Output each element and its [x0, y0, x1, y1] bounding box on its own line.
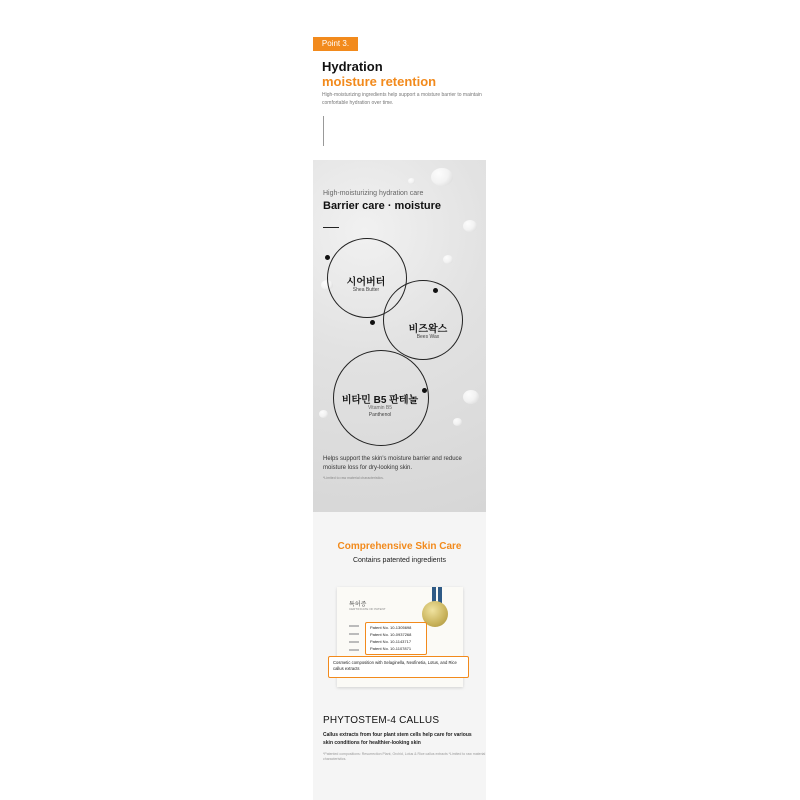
composition-box: Cosmetic composition with Selaginella, Neofinetia, Lotus, and Rice callus extracts — [328, 656, 469, 678]
ingredient-3-name-en: Vitamin B5 — [367, 405, 393, 411]
product-note: *Patented compositions: Resurrection Plant, Orchid, Lotus & Rice callus extracts *Limited to raw material characteristics. — [323, 752, 486, 761]
certificate-line — [349, 625, 359, 627]
certificate-title: 특허증 — [349, 602, 367, 608]
section-description: High-moisturizing ingredients help support a moisture barrier to maintain comfortable hydration over time. — [322, 92, 482, 106]
patent-number: Patent No. 10-1305698 — [370, 625, 412, 630]
section-title-accent: moisture retention — [322, 74, 437, 89]
comprehensive-subtitle: Contains patented ingredients — [352, 557, 446, 564]
patent-number: Patent No. 10-1107871 — [370, 646, 412, 651]
ingredient-3-name-ko: 비타민 B5 판테놀 — [341, 395, 419, 406]
water-droplet — [463, 390, 479, 404]
point-badge: Point 3. — [313, 37, 358, 51]
water-droplet — [319, 410, 328, 418]
panel-dash — [323, 227, 339, 228]
water-droplet — [463, 220, 477, 232]
certificate-line — [349, 649, 359, 651]
barrier-care-panel — [313, 160, 486, 512]
patent-number: Patent No. 10-0937268 — [370, 632, 412, 637]
patent-number-box — [365, 622, 427, 655]
vertical-divider — [323, 116, 324, 146]
certificate-subtitle: CERTIFICATE OF PATENT — [349, 607, 386, 611]
panel-title: Barrier care · moisture — [323, 200, 441, 212]
ring-dot — [370, 320, 375, 325]
certificate-line — [349, 641, 359, 643]
ingredient-3-name-en-2: Panthenol — [368, 412, 392, 418]
patent-number: Patent No. 10-1143717 — [370, 639, 412, 644]
ingredient-2-name-en: Bees Wax — [416, 334, 440, 340]
comprehensive-title: Comprehensive Skin Care — [337, 541, 462, 552]
ingredient-1-name-ko: 시어버터 — [346, 277, 386, 288]
ring-dot — [325, 255, 330, 260]
water-droplet — [443, 255, 453, 264]
panel-note: *Limited to raw material characteristics. — [323, 476, 384, 480]
water-droplet — [453, 418, 462, 426]
ingredient-2-name-ko: 비즈왁스 — [408, 324, 448, 335]
ring-dot — [433, 288, 438, 293]
water-droplet — [431, 168, 453, 186]
panel-description: Helps support the skin's moisture barrier and reduce moisture loss for dry-looking skin. — [323, 456, 462, 471]
section-title: Hydration — [322, 59, 383, 74]
water-droplet — [408, 178, 415, 184]
comprehensive-care-section — [313, 512, 486, 800]
product-name: PHYTOSTEM-4 CALLUS — [323, 715, 440, 726]
certificate-line — [349, 633, 359, 635]
product-description: Callus extracts from four plant stem cells help care for various skin conditions for healthier-looking skin — [323, 732, 472, 746]
panel-kicker: High-moisturizing hydration care — [323, 190, 424, 197]
ingredient-1-name-en: Shea Butter — [352, 287, 380, 293]
